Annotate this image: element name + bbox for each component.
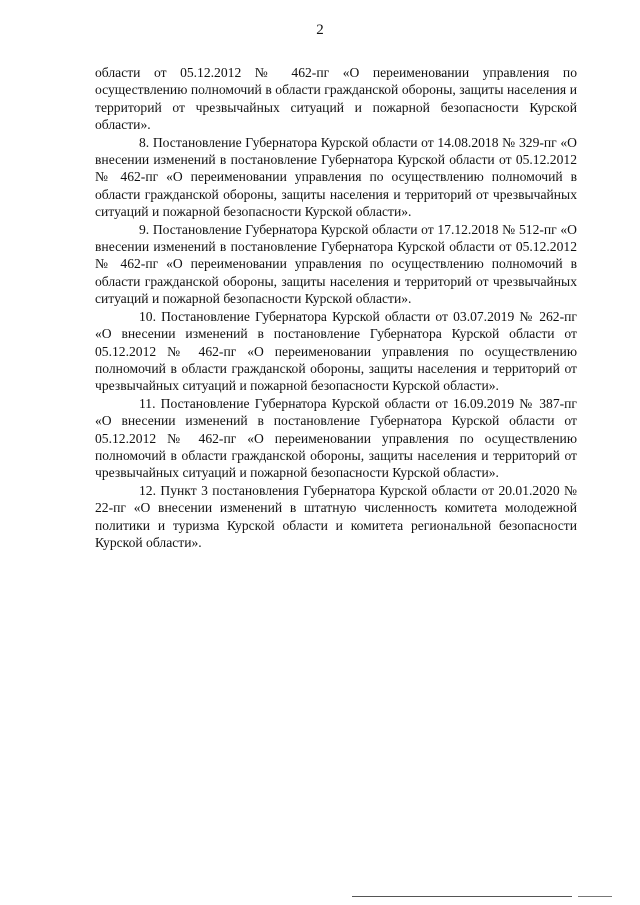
list-item-10: 10. Постановление Губернатора Курской области от 03.07.2019 № 262-пг «О внесении изменений в постановление Губернатора Курской области от 05.12.2012 № 462-пг «О переименовании управления по осуществлению полномочий в области гражданской обороны, защиты населения и территорий от чрезвычайных ситуаций и пожарной безопасности Курской области». <box>95 308 577 394</box>
list-item-9: 9. Постановление Губернатора Курской области от 17.12.2018 № 512-пг «О внесении изменений в постановление Губернатора Курской области от 05.12.2012 № 462-пг «О переименовании управления по осуществлению полномочий в области гражданской обороны, защиты населения и территорий от чрезвычайных ситуаций и пожарной безопасности Курской области». <box>95 221 577 307</box>
page-number: 2 <box>316 22 324 38</box>
list-item-11: 11. Постановление Губернатора Курской области от 16.09.2019 № 387-пг «О внесении изменений в постановление Губернатора Курской области от 05.12.2012 № 462-пг «О переименовании управления по осуществлению полномочий в области гражданской обороны, защиты населения и территорий от чрезвычайных ситуаций и пожарной безопасности Курской области». <box>95 395 577 481</box>
footer-divider-short <box>578 896 612 897</box>
paragraph-continuation: области от 05.12.2012 № 462-пг «О переименовании управления по осуществлению полномочий в области гражданской обороны, защиты населения и территорий от чрезвычайных ситуаций и пожарной безопасности Курской области». <box>95 65 577 133</box>
document-body <box>95 64 577 551</box>
list-item-8: 8. Постановление Губернатора Курской области от 14.08.2018 № 329-пг «О внесении изменений в постановление Губернатора Курской области от 05.12.2012 № 462-пг «О переименовании управления по осуществлению полномочий в области гражданской обороны, защиты населения и территорий от чрезвычайных ситуаций и пожарной безопасности Курской области». <box>95 134 577 220</box>
list-item-12: 12. Пункт 3 постановления Губернатора Курской области от 20.01.2020 № 22-пг «О внесении изменений в штатную численность комитета молодежной политики и туризма Курской области и комитета региональной безопасности Курской области». <box>95 482 577 550</box>
footer-divider <box>352 896 572 897</box>
